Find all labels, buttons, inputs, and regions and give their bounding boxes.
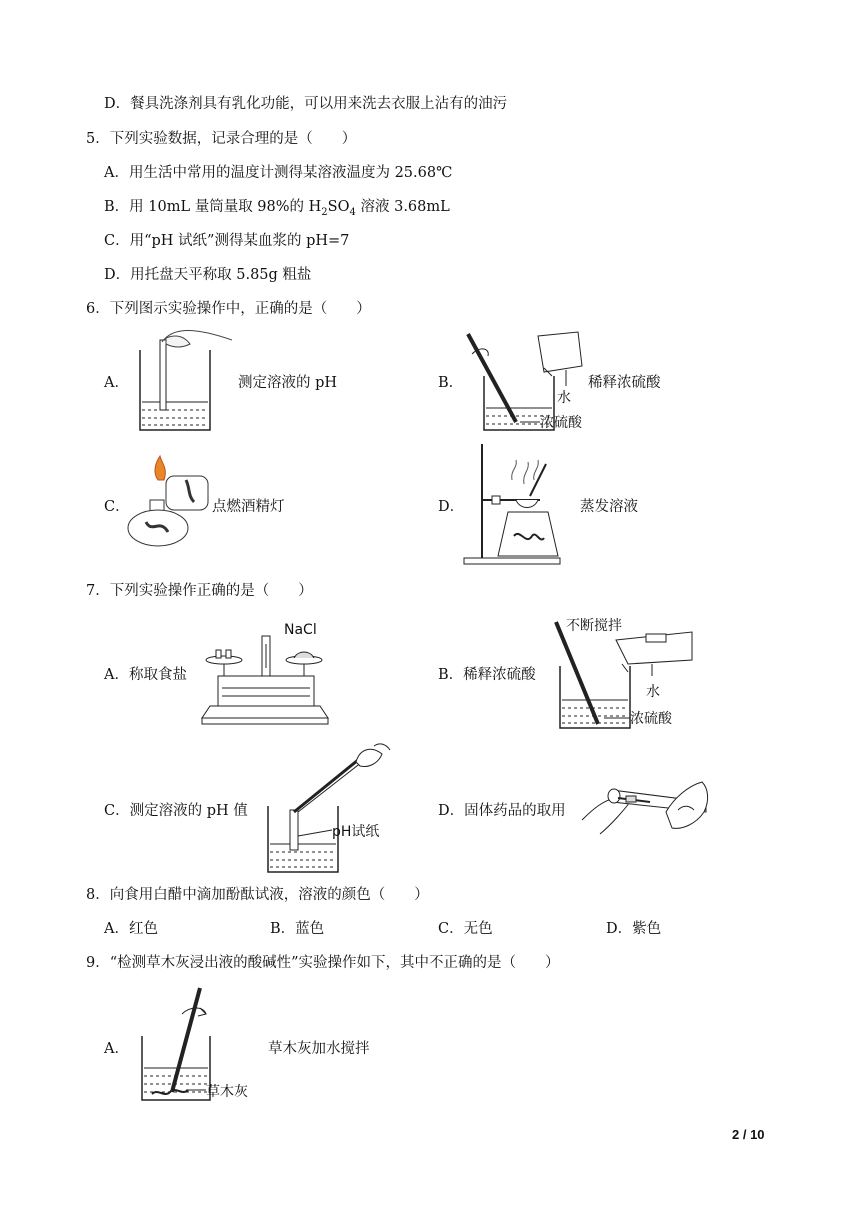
q5-option-a: A．用生活中常用的温度计测得某溶液温度为 25.68℃ [104, 165, 453, 181]
q6-b-acid-label: 浓硫酸 [540, 415, 582, 431]
q6-option-d-caption: 蒸发溶液 [580, 499, 638, 515]
q7-option-b: B．稀释浓硫酸 [438, 667, 536, 683]
q6-stem: 6．下列图示实验操作中，正确的是（ ） [86, 301, 371, 317]
q8-option-b: B．蓝色 [270, 921, 325, 937]
q7-b-stir-label: 不断搅拌 [566, 618, 622, 634]
q6-option-b-caption: 稀释浓硫酸 [588, 375, 661, 391]
q6-option-c-caption: 点燃酒精灯 [212, 499, 285, 515]
q6-option-a-letter: A． [104, 375, 129, 391]
q9-stem: 9．“检测草木灰浸出液的酸碱性”实验操作如下，其中不正确的是（ ） [86, 955, 560, 971]
q7-d-solid-reagent-figure [578, 768, 718, 840]
q9-option-a-caption: 草木灰加水搅拌 [268, 1041, 370, 1057]
q8-option-a: A．红色 [104, 921, 158, 937]
q8-option-c: C．无色 [438, 921, 493, 937]
q7-option-d: D．固体药品的取用 [438, 803, 566, 819]
q6-option-c-letter: C． [104, 499, 130, 515]
q6-d-evaporate-figure [462, 440, 572, 568]
q5-option-d: D．用托盘天平称取 5.85g 粗盐 [104, 267, 312, 283]
q7-c-ph-paper-figure [262, 740, 392, 878]
q8-stem: 8．向食用白醋中滴加酚酞试液，溶液的颜色（ ） [86, 887, 429, 903]
q5-option-b: B．用 10mL 量筒量取 98%的 $H_2SO_4$ 溶液 3.68mL [104, 199, 450, 218]
page-number: 2 / 10 [732, 1127, 765, 1142]
q7-b-dilute-acid-figure [546, 612, 698, 736]
q5-option-c: C．用“pH 试纸”测得某血浆的 pH=7 [104, 233, 350, 249]
q7-b-acid-label: 浓硫酸 [630, 711, 672, 727]
q7-option-a: A．称取食盐 [104, 667, 187, 683]
q7-a-balance-figure [198, 614, 334, 728]
q7-option-c: C．测定溶液的 pH 值 [104, 803, 248, 819]
q9-a-ash-label: 草木灰 [206, 1084, 248, 1100]
q4-option-d: D．餐具洗涤剂具有乳化功能，可以用来洗去衣服上沾有的油污 [104, 96, 508, 112]
q5-stem: 5．下列实验数据，记录合理的是（ ） [86, 131, 357, 147]
q9-a-ash-stir-figure [134, 984, 274, 1106]
q6-option-a-caption: 测定溶液的 pH [238, 375, 338, 391]
q7-a-nacl-label: NaCl [284, 622, 317, 638]
q7-b-water-label: 水 [646, 684, 660, 700]
q8-option-d: D．紫色 [606, 921, 662, 937]
q6-c-alcohol-lamp-figure [124, 452, 220, 552]
q6-option-d-letter: D． [438, 499, 465, 515]
q6-b-water-label: 水 [557, 390, 571, 406]
q7-stem: 7．下列实验操作正确的是（ ） [86, 583, 313, 599]
q6-option-b-letter: B． [438, 375, 464, 391]
q9-option-a-letter: A． [104, 1041, 129, 1057]
q6-a-ph-test-figure [132, 326, 232, 436]
q7-c-paper-label: pH试纸 [332, 824, 380, 840]
